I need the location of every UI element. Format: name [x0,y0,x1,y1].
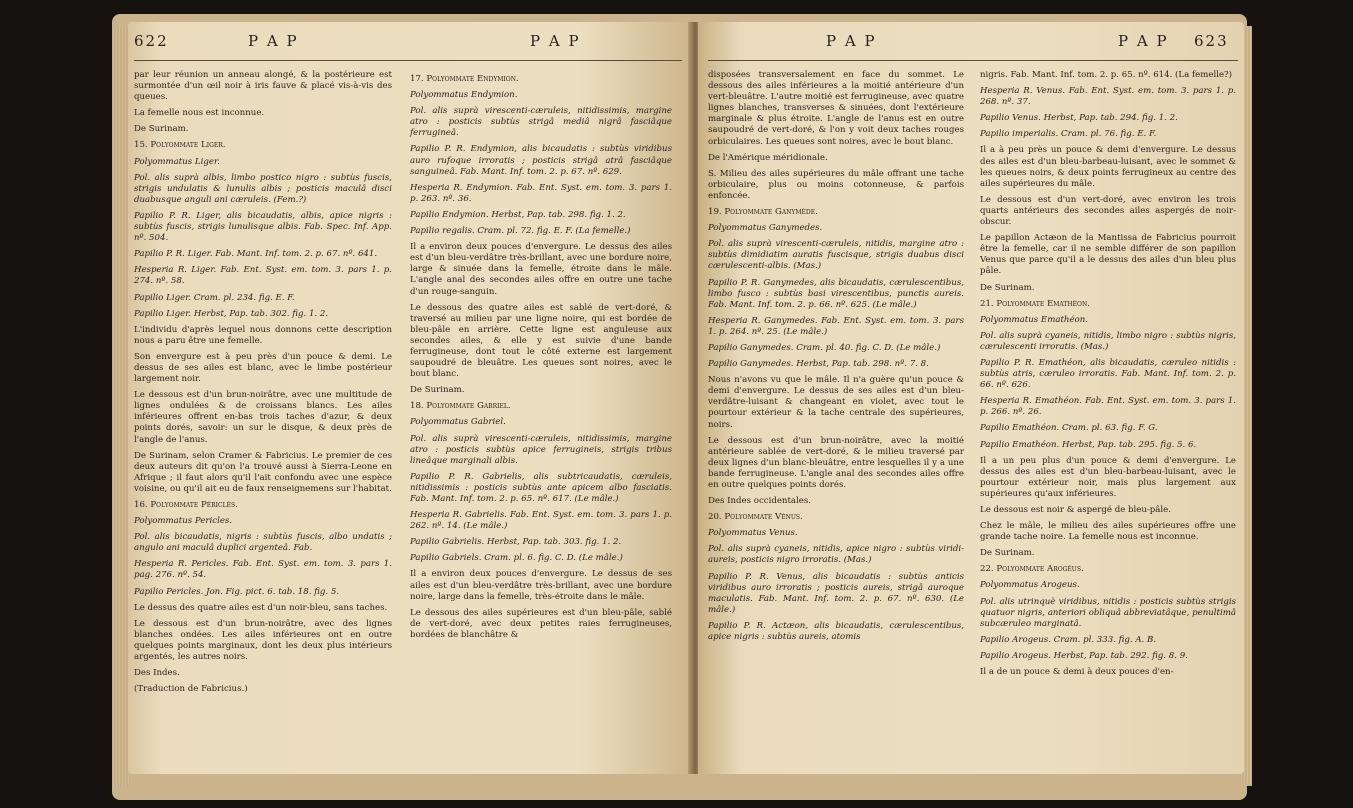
running-head-right: P A P [1118,32,1169,50]
paragraph: Papilio P. R. Venus, alis bicaudatis : subtùs anticis viridibus auro irroratis ; posticis aureis, strigâ auroque maculatis. Fab. Mant. Inf. tom. 2. p. 67. nº. 630. (Le mâle.) [708,571,964,615]
paragraph: (Traduction de Fabricius.) [134,684,248,695]
paragraph: Papilio Gabriels. Cram. pl. 6. fig. C. D. (Le mâle.) [410,553,623,564]
species-heading: 19. Polyommate Ganymède. [708,207,818,218]
paragraph: S. Milieu des ailes supérieures du mâle offrant une tache orbiculaire, plus ou moins cotonneuse, & parfois enfoncée. [708,168,964,201]
paragraph: Le dessous est d'un brun-noirâtre, avec une multitude de lignes ondulées & de croissans blancs. Les ailes inférieures offrent en-bas trois taches d'azur, & deux points dorés, savoir: un sur le disque, & deux près de l'angle de l'anus. [134,390,392,445]
left-page [128,22,690,774]
running-head-right: P A P [530,32,581,50]
left-page-header [128,32,690,62]
paragraph: Polyommatus Endymion. [410,90,518,101]
paragraph: Papilio P. R. Endymion, alis bicaudatis : subtùs viridibus auro rufoque irroratis ; posticis strigâ atrâ fasciâque sanguineâ. Fab. Mant. Inf. tom. 2. p. 67. nº. 629. [410,144,672,177]
paragraph: De Surinam. [980,282,1035,293]
left-column-1 [134,70,392,700]
paragraph: Papilio Liger. Herbst, Pap. tab. 302. fig. 1. 2. [134,308,329,319]
paragraph: Le dessous des ailes supérieures est d'un bleu-pâle, sablé de vert-doré, avec deux petites raies ferrugineuses, bordées de blanchâtre & [410,607,672,640]
running-head-left: P A P [248,32,299,50]
paragraph: Pol. alis bicaudatis, nigris : subtùs fuscis, albo undatis ; angulo ani maculâ duplici argenteâ. Fab. [134,532,392,554]
paragraph: La femelle nous est inconnue. [134,108,265,119]
paragraph: Pol. alis suprà virescenti-cæruleis, nitidis, margine atro : subtùs dimidiatim auratis fuscisque, strigis duabus disci cærulescenti-albis. (Mas.) [708,239,964,272]
paragraph: Papilio Endymion. Herbst, Pap. tab. 298. fig. 1. 2. [410,209,626,220]
paragraph: Polyommatus Liger. [134,156,220,167]
paragraph: Pol. alis suprà virescenti-cæruleis, nitidissimis, margine atro : posticis subtùs strigâ mediâ nigrâ fasciâque ferrugineâ. [410,106,672,139]
paragraph: Pol. alis suprà albis, limbo postico nigro : subtùs fuscis, strigis undulatis & lunulis albis ; posticis maculâ disci duabusque anguli ani cæruleis. (Fem.?) [134,172,392,205]
paragraph: Papilio P. R. Liger, alis bicaudatis, albis, apice nigris : subtùs fuscis, strigis lunulisque albis. Fab. Spec. Inf. App. nº. 504. [134,210,392,244]
paragraph: Des Indes. [134,668,180,679]
paragraph: Hesperia R. Gabrielis. Fab. Ent. Syst. em. tom. 3. pars 1. p. 262. nº. 14. (Le mâle.) [410,510,672,532]
paragraph: Hesperia R. Emathéon. Fab. Ent. Syst. em. tom. 3. pars 1. p. 266. nº. 26. [980,396,1236,418]
species-heading: 16. Polyommate Périclès. [134,500,238,510]
paragraph: Il a de un pouce & demi à deux pouces d'en- [980,667,1174,678]
species-heading: 20. Polyommate Vénus. [708,512,803,523]
paragraph: Polyommatus Pericles. [134,516,233,527]
paragraph: Hesperia R. Liger. Fab. Ent. Syst. em. tom. 3. pars 1. p. 274. nº. 58. [134,265,392,287]
paragraph: Papilio P. R. Ganymedes, alis bicaudatis, cærulescentibus, limbo fusco : subtùs basi virescentibus, punctis aureis. Fab. Mant. Inf. tom. 2. p. 66. nº. 625. (Le mâle.) [708,277,964,310]
paragraph: Polyommatus Arogeus. [980,580,1080,591]
paragraph: Papilio Arogeus. Herbst, Pap. tab. 292. fig. 8. 9. [980,650,1188,661]
paragraph: Papilio Emathéon. Cram. pl. 63. fig. F. G. [980,423,1158,434]
paragraph: Le dessous est d'un brun-noirâtre, avec des lignes blanches ondées. Les ailes inférieures ont en outre quelques points marginaux, dont les deux plus intérieurs argentés, les autres noirs. [134,618,392,663]
paragraph: Papilio Ganymedes. Herbst, Pap. tab. 298. nº. 7. 8. [708,359,929,370]
paragraph: Il a à peu près un pouce & demi d'envergure. Le dessus des ailes est d'un bleu-barbeau-luisant, avec le sommet & les queues noirs, & deux points ferrugineux au centre des ailes supérieures du mâle. [980,145,1236,189]
paragraph: Papilio Emathéon. Herbst, Pap. tab. 295. fig. 5. 6. [980,439,1197,450]
paragraph: disposées transversalement en face du sommet. Le dessous des ailes inférieures a la moitié antérieure d'un vert-bleuâtre. L'autre moitié est ferrugineuse, avec quatre lignes blanches, transverses & sinuées, dont l'extérieure marginale & plus étroite. L'angle de l'anus est en outre saupoudré de vert-doré, & l'on y voit deux taches rouges orbiculaires. Les queues sont noires, avec le bout blanc. [708,70,964,147]
paragraph: Le papillon Actæon de la Mantissa de Fabricius pourroit être la femelle, car il ne semble différer de son papillon Venus que parce qu'il a le dessus des ailes d'un bleu plus pâle. [980,233,1236,277]
paragraph: Papilio P. R. Actæon, alis bicaudatis, cærulescentibus, apice nigris : subtùs aureis, atomis [708,620,964,643]
species-heading: 18. Polyommate Gabriel. [410,401,511,412]
paragraph: Papilio P. R. Emathéon, alis bicaudatis, cæruleo nitidis : subtùs atris, cæruleo irroratis. Fab. Mant. Inf. tom. 2. p. 66. nº. 626. [980,357,1236,391]
paragraph: Polyommatus Ganymedes. [708,223,823,234]
paragraph: Le dessous est d'un brun-noirâtre, avec la moitié antérieure sablée de vert-doré, & le milieu traversé par deux lignes d'un blanc-bleuâtre, entre lesquelles il y a une bande ferrugineuse. L'angle anal des secondes ailes offre en outre quelques points dorés. [708,435,964,490]
right-page [698,22,1244,774]
species-heading: 17. Polyommate Endymion. [410,74,519,84]
paragraph: De Surinam. [410,385,465,396]
paragraph: Polyommatus Emathéon. [980,314,1088,325]
species-heading: 22. Polyommate Arogéus. [980,564,1084,575]
paragraph: Hesperia R. Pericles. Fab. Ent. Syst. em. tom. 3. pars 1. pag. 276. nº. 54. [134,559,392,581]
paragraph: Papilio Ganymedes. Cram. pl. 40. fig. C. D. (Le mâle.) [708,342,941,353]
paragraph: De Surinam. [134,124,189,135]
paragraph: Hesperia R. Ganymedes. Fab. Ent. Syst. em. tom. 3. pars 1. p. 264. nº. 25. (Le mâle.) [708,315,964,337]
paragraph: Le dessous est d'un vert-doré, avec environ les trois quarts antérieurs des secondes ailes aspergés de noir-obscur. [980,194,1236,228]
paragraph: Papilio P. R. Gabrielis, alis subtricaudatis, cæruleis, nitidissimis : posticis subtùs ante apicem albo fasciatis. Fab. Mant. Inf. tom. 2. p. 65. nº. 617. (Le mâle.) [410,471,672,504]
species-heading: 15. Polyommate Liger. [134,140,226,151]
header-rule [134,60,682,61]
paragraph: Hesperia R. Endymion. Fab. Ent. Syst. em. tom. 3. pars 1. p. 263. nº. 36. [410,182,672,204]
paragraph: Chez le mâle, le milieu des ailes supérieures offre une grande tache noire. La femelle nous est inconnue. [980,521,1236,543]
paragraph: Le dessous des quatre ailes est sablé de vert-doré, & traversé au milieu par une ligne noire, qui est bordée de bleu-pâle en arrière. Cette ligne est anguleuse aux secondes ailes, & elle y est suivie d'une bande ferrugineuse, dont tout le côté externe est largement saupoudré de bleuâtre. Les queues sont noires, avec le bout blanc. [410,302,672,380]
paragraph: Polyommatus Venus. [708,528,798,539]
paragraph: Papilio imperialis. Cram. pl. 76. fig. E. F. [980,129,1157,140]
paragraph: Pol. alis suprà cyaneis, nitidis, limbo nigro : subtùs nigris, cærulescenti irroratis. (Mas.) [980,330,1236,352]
running-head-left: P A P [826,32,877,50]
paragraph: Le dessous est noir & aspergé de bleu-pâle. [980,505,1171,515]
paragraph: nigris. Fab. Mant. Inf. tom. 2. p. 65. nº. 614. (La femelle?) [980,70,1233,80]
paragraph: Papilio Arogeus. Cram. pl. 333. fig. A. B. [980,634,1157,645]
paragraph: Papilio Pericles. Jon. Fig. pict. 6. tab. 18. fig. 5. [134,586,340,597]
paragraph: De Surinam. [980,548,1035,559]
paragraph: Nous n'avons vu que le mâle. Il n'a guère qu'un pouce & demi d'envergure. Le dessus de ses ailes est d'un bleu-verdâtre-luisant & changeant en violet, avec tout le pourtour extérieur & la tache centrale des supérieures, noirs. [708,375,964,430]
paragraph: Le dessus des quatre ailes est d'un noir-bleu, sans taches. [134,602,388,613]
page-number-right: 623 [1194,32,1229,50]
paragraph: De l'Amérique méridionale. [708,152,828,163]
paragraph: Il a environ deux pouces d'envergure. Le dessus de ses ailes est d'un bleu-verdâtre très-brillant, avec une bordure noire, large dans la femelle, très-étroite dans le mâle. [410,569,672,602]
paragraph: Il a un peu plus d'un pouce & demi d'envergure. Le dessus des ailes est d'un bleu-barbeau-luisant, avec le pourtour extérieur noir, mais plus largement aux supérieures qu'aux inférieures. [980,455,1236,499]
paragraph: Son envergure est à peu près d'un pouce & demi. Le dessus de ses ailes est blanc, avec le limbe postérieur largement noir. [134,351,392,385]
paragraph: Hesperia R. Venus. Fab. Ent. Syst. em. tom. 3. pars 1. p. 268. nº. 37. [980,86,1236,108]
header-rule [708,60,1238,61]
paragraph: Pol. alis suprà cyaneis, nitidis, apice nigro : subtùs viridi-aureis, posticis nigro irroratis. (Mas.) [708,544,964,566]
species-heading: 21. Polyommate Emathéon. [980,298,1090,309]
right-column-2 [980,70,1236,683]
page-number-left: 622 [134,32,169,50]
paragraph: Papilio Venus. Herbst, Pap. tab. 294. fig. 1. 2. [980,113,1178,124]
paragraph: Polyommatus Gabriel. [410,417,506,428]
paragraph: Pol. alis suprà virescenti-cæruleis, nitidissimis, margine atro : posticis subtùs apice ferrugineis, strigis tribus lineâque marginali albis. [410,433,672,466]
right-column-1 [708,70,964,648]
paragraph: Des Indes occidentales. [708,496,811,507]
paragraph: Papilio P. R. Liger. Fab. Mant. Inf. tom. 2. p. 67. nº. 641. [134,249,378,260]
paragraph: Il a environ deux pouces d'envergure. Le dessus des ailes est d'un bleu-verdâtre très-brillant, avec une bordure noire, large & sinuée dans la femelle, étroite dans le mâle. L'angle anal des secondes ailes offre en outre une tache d'un rouge-sanguin. [410,242,672,297]
left-column-2 [410,70,672,646]
paragraph: Papilio Gabrielis. Herbst, Pap. tab. 303. fig. 1. 2. [410,537,622,548]
paragraph: L'individu d'après lequel nous donnons cette description nous a paru être une femelle. [134,324,392,346]
paragraph: Pol. alis utrinquè viridibus, nitidis : posticis subtùs strigis quatuor nigris, anteriori obliquâ abbreviatâque, penultimâ subcæruleo marginatâ. [980,596,1236,629]
right-page-header [698,32,1244,62]
paragraph: Papilio Liger. Cram. pl. 234. fig. E. F. [134,292,295,303]
paragraph: De Surinam, selon Cramer & Fabricius. Le premier de ces deux auteurs dit qu'on l'a trouvé aussi à Sierra-Leone en Afrique ; il faut alors qu'il l'ait confondu avec une espèce voisine, ou qu'il ait eu de faux renseignemens sur l'habitat. [134,450,392,494]
paragraph: Papilio regalis. Cram. pl. 72. fig. E. F. (La femelle.) [410,226,631,237]
paragraph: par leur réunion un anneau alongé, & la postérieure est surmontée d'un œil noir à iris fauve & placé vis-à-vis des queues. [134,70,392,103]
